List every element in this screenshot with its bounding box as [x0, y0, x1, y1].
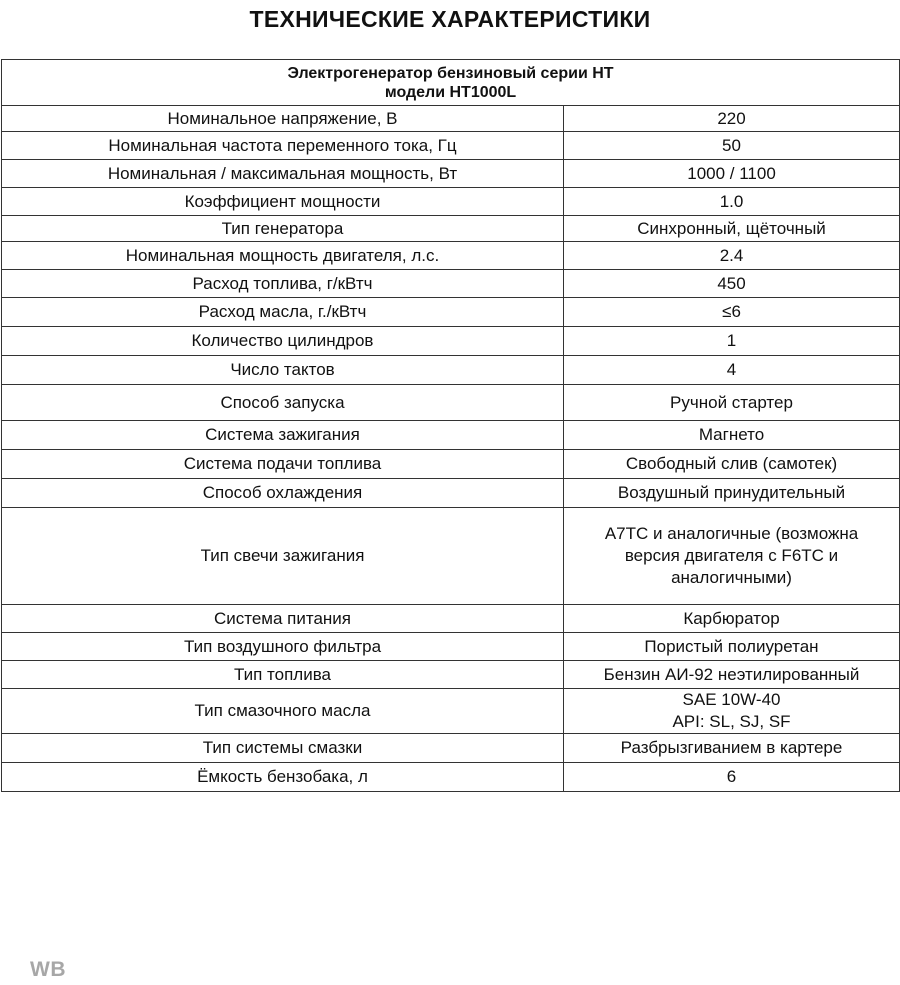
spec-label: Номинальная / максимальная мощность, Вт [2, 160, 564, 188]
table-row [2, 106, 900, 132]
table-row [2, 689, 900, 734]
table-row [2, 132, 900, 160]
table-row [2, 508, 900, 605]
table-row [2, 385, 900, 421]
spec-value-line: 1 [726, 331, 737, 350]
spec-value [564, 216, 900, 242]
table-row [2, 298, 900, 327]
spec-value [564, 763, 900, 792]
spec-label: Ёмкость бензобака, л [2, 763, 564, 792]
table-row [2, 242, 900, 270]
spec-value-line: ≤6 [722, 302, 741, 321]
spec-label: Расход масла, г./кВтч [2, 298, 564, 327]
spec-value-line: Карбюратор [683, 608, 780, 628]
table-row [2, 160, 900, 188]
table-header-line-1: Электрогенератор бензиновый серии HT [287, 65, 614, 82]
watermark-logo: WB [30, 958, 66, 981]
spec-value-line: 450 [717, 273, 746, 293]
spec-value-line: Пористый полиуретан [644, 636, 819, 656]
spec-label: Коэффициент мощности [2, 188, 564, 216]
table-header-line-2: модели HT1000L [384, 84, 517, 101]
spec-label: Система питания [2, 605, 564, 633]
spec-value [564, 132, 900, 160]
spec-value-line: Ручной стартер [670, 392, 793, 412]
spec-label: Номинальная частота переменного тока, Гц [2, 132, 564, 160]
spec-value [564, 661, 900, 689]
spec-label: Тип воздушного фильтра [2, 633, 564, 661]
spec-value-line: Магнето [698, 425, 765, 444]
spec-value-line: 6 [726, 767, 737, 786]
spec-label: Способ запуска [2, 385, 564, 421]
spec-value-line: SAE 10W-40 [682, 690, 781, 709]
spec-value [564, 421, 900, 450]
table-row [2, 661, 900, 689]
spec-value [564, 605, 900, 633]
spec-value [564, 450, 900, 479]
spec-value-line: 1.0 [719, 191, 744, 211]
spec-label: Номинальное напряжение, В [2, 106, 564, 132]
table-header-cell [2, 60, 900, 106]
spec-label: Тип свечи зажигания [2, 508, 564, 605]
table-row [2, 270, 900, 298]
spec-value [564, 689, 900, 734]
spec-value-line: A7TC и аналогичные (возможна [604, 524, 859, 543]
spec-value-line: Воздушный принудительный [617, 483, 846, 502]
spec-label: Номинальная мощность двигателя, л.с. [2, 242, 564, 270]
table-row [2, 421, 900, 450]
spec-value-line: Разбрызгиванием в картере [620, 738, 843, 757]
table-row [2, 327, 900, 356]
spec-value-line: версия двигателя с F6TC и [624, 546, 839, 565]
spec-value [564, 633, 900, 661]
spec-value-line: 220 [717, 108, 746, 128]
table-header-row [2, 60, 900, 106]
spec-value-line: 1000 / 1100 [687, 163, 776, 183]
table-row [2, 356, 900, 385]
spec-label: Способ охлаждения [2, 479, 564, 508]
spec-value [564, 188, 900, 216]
spec-value-line: 50 [722, 135, 741, 155]
spec-value-line: API: SL, SJ, SF [672, 712, 791, 731]
table-row [2, 605, 900, 633]
spec-label: Тип генератора [2, 216, 564, 242]
spec-value [564, 298, 900, 327]
spec-value [564, 106, 900, 132]
table-row [2, 188, 900, 216]
spec-value [564, 479, 900, 508]
spec-value [564, 356, 900, 385]
spec-value [564, 327, 900, 356]
spec-value [564, 160, 900, 188]
table-row [2, 216, 900, 242]
spec-label: Тип системы смазки [2, 734, 564, 763]
spec-value [564, 734, 900, 763]
spec-value-line: Свободный слив (самотек) [625, 454, 838, 473]
spec-value [564, 508, 900, 605]
spec-label: Система подачи топлива [2, 450, 564, 479]
spec-value-line: 2.4 [719, 245, 744, 265]
specs-table [1, 59, 900, 792]
table-row [2, 763, 900, 792]
spec-value [564, 385, 900, 421]
spec-value-line: Бензин АИ-92 неэтилированный [603, 664, 860, 684]
spec-label: Расход топлива, г/кВтч [2, 270, 564, 298]
spec-label: Система зажигания [2, 421, 564, 450]
table-row [2, 734, 900, 763]
spec-value-line: 4 [726, 360, 737, 379]
table-row [2, 450, 900, 479]
spec-value [564, 270, 900, 298]
spec-value-line: аналогичными) [671, 568, 792, 587]
page-title: ТЕХНИЧЕСКИЕ ХАРАКТЕРИСТИКИ [249, 6, 651, 32]
spec-value [564, 242, 900, 270]
spec-label: Количество цилиндров [2, 327, 564, 356]
table-row [2, 479, 900, 508]
spec-value-line: Синхронный, щёточный [637, 218, 826, 238]
spec-label: Число тактов [2, 356, 564, 385]
spec-label: Тип топлива [2, 661, 564, 689]
spec-label: Тип смазочного масла [2, 689, 564, 734]
table-row [2, 633, 900, 661]
